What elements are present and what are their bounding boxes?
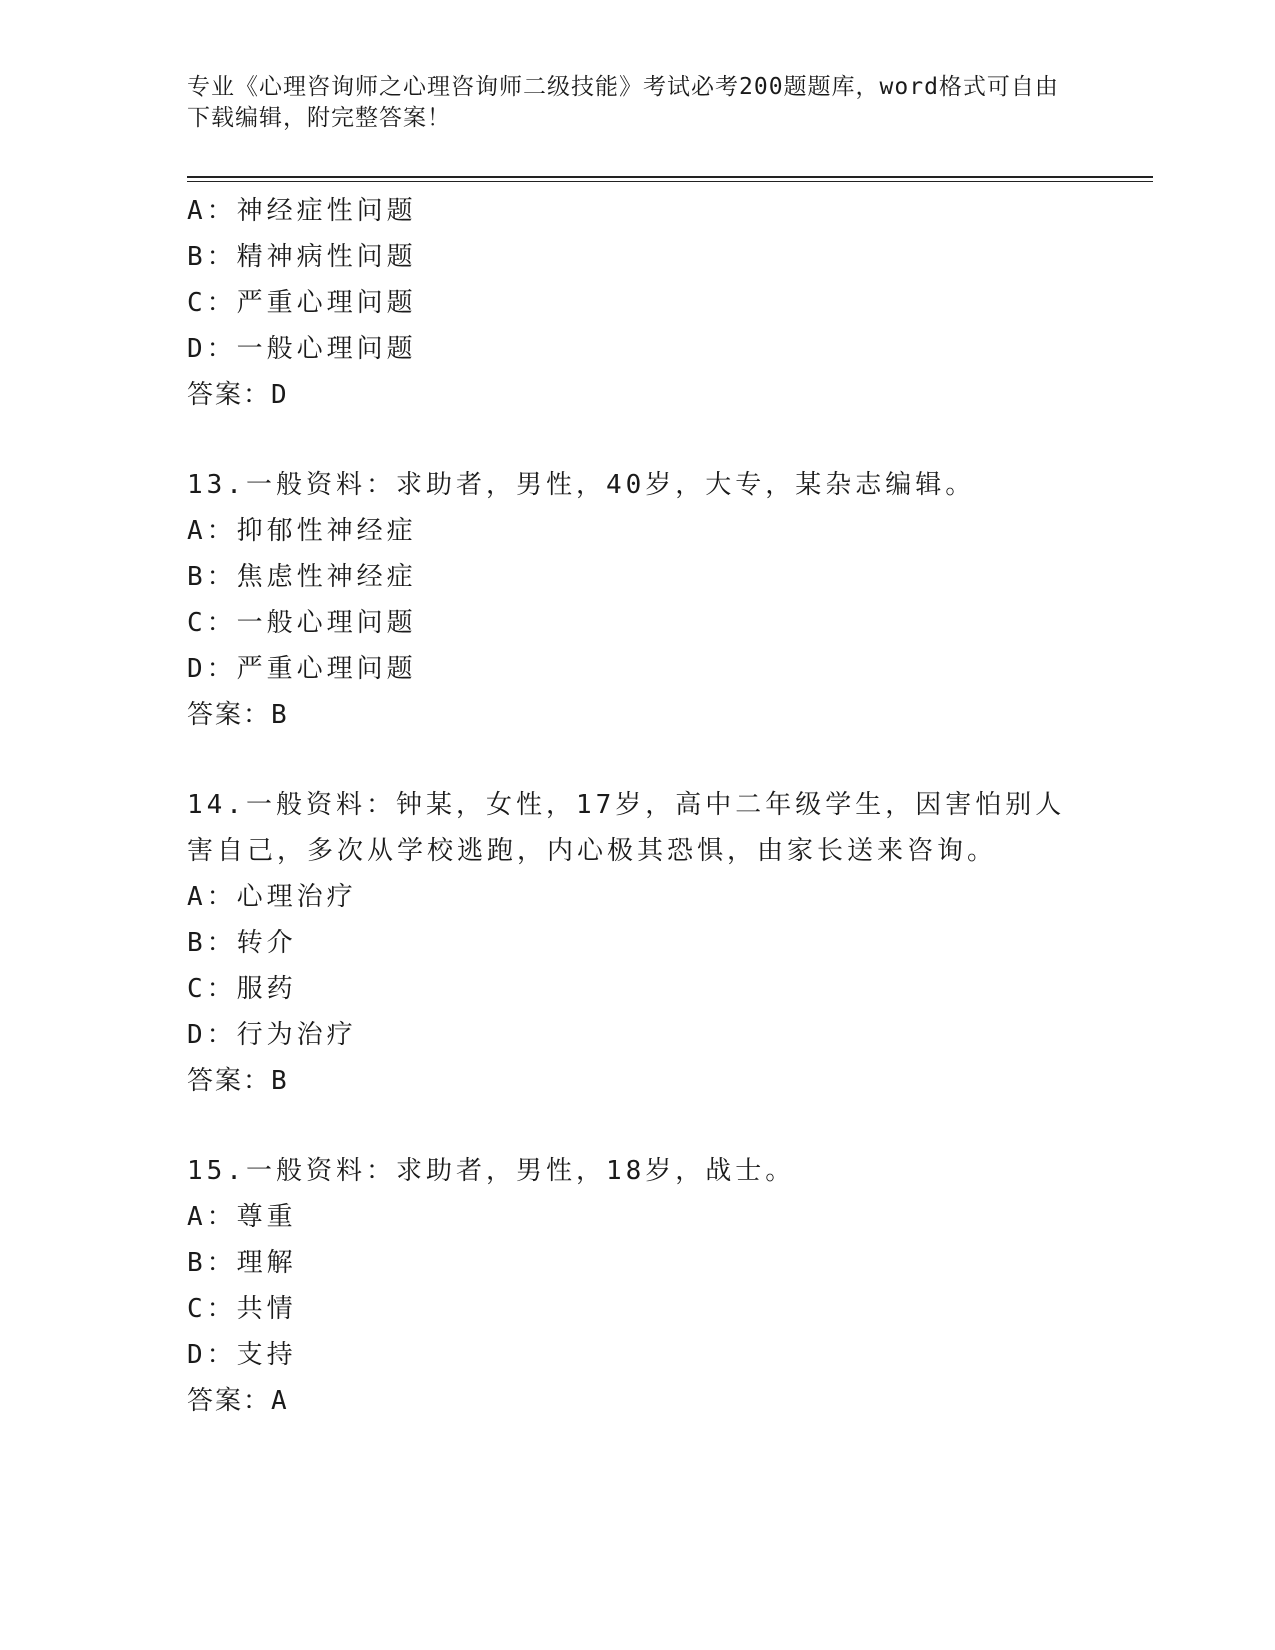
answer-value: D [271, 380, 289, 410]
option-c: C：共情 [187, 1294, 297, 1324]
answer-value: B [271, 1066, 289, 1096]
option-b: B：转介 [187, 928, 297, 958]
answer-line [187, 1378, 1087, 1424]
option-d: D：严重心理问题 [187, 654, 417, 684]
answer-line [187, 372, 1087, 418]
question-block-13 [187, 462, 1087, 738]
option-d: D：支持 [187, 1340, 297, 1370]
option-b: B：焦虑性神经症 [187, 562, 417, 592]
option-a: A：心理治疗 [187, 882, 357, 912]
option-d: D：一般心理问题 [187, 334, 417, 364]
header-title: 专业《心理咨询师之心理咨询师二级技能》考试必考200题题库，word格式可自由下载编辑，附完整答案！ [187, 74, 1059, 131]
option-c: C：服药 [187, 974, 297, 1004]
option-b: B：理解 [187, 1248, 297, 1278]
document-header [187, 72, 1067, 134]
option-a: A：抑郁性神经症 [187, 516, 417, 546]
answer-value: A [271, 1386, 289, 1416]
option-a: A：神经症性问题 [187, 196, 417, 226]
answer-label: 答案： [187, 700, 272, 730]
answer-value: B [271, 700, 289, 730]
option-a: A：尊重 [187, 1202, 297, 1232]
question-block-12 [187, 188, 1087, 418]
question-block-14 [187, 782, 1087, 1104]
option-c: C：一般心理问题 [187, 608, 417, 638]
option-d: D：行为治疗 [187, 1020, 357, 1050]
question-text: 13.一般资料：求助者，男性，40岁，大专，某杂志编辑。 [187, 470, 976, 500]
answer-label: 答案： [187, 380, 272, 410]
answer-label: 答案： [187, 1386, 272, 1416]
option-b: B：精神病性问题 [187, 242, 417, 272]
option-c: C：严重心理问题 [187, 288, 417, 318]
question-text: 15.一般资料：求助者，男性，18岁，战士。 [187, 1156, 796, 1186]
question-block-15 [187, 1148, 1087, 1424]
header-divider-thick [187, 176, 1153, 178]
answer-line [187, 1058, 1087, 1104]
answer-line [187, 692, 1087, 738]
question-text: 14.一般资料：钟某，女性，17岁，高中二年级学生，因害怕别人害自己，多次从学校逃跑，内心极其恐惧，由家长送来咨询。 [187, 790, 1066, 866]
answer-label: 答案： [187, 1066, 272, 1096]
header-divider-thin [187, 181, 1153, 182]
question-list [187, 188, 1087, 1424]
